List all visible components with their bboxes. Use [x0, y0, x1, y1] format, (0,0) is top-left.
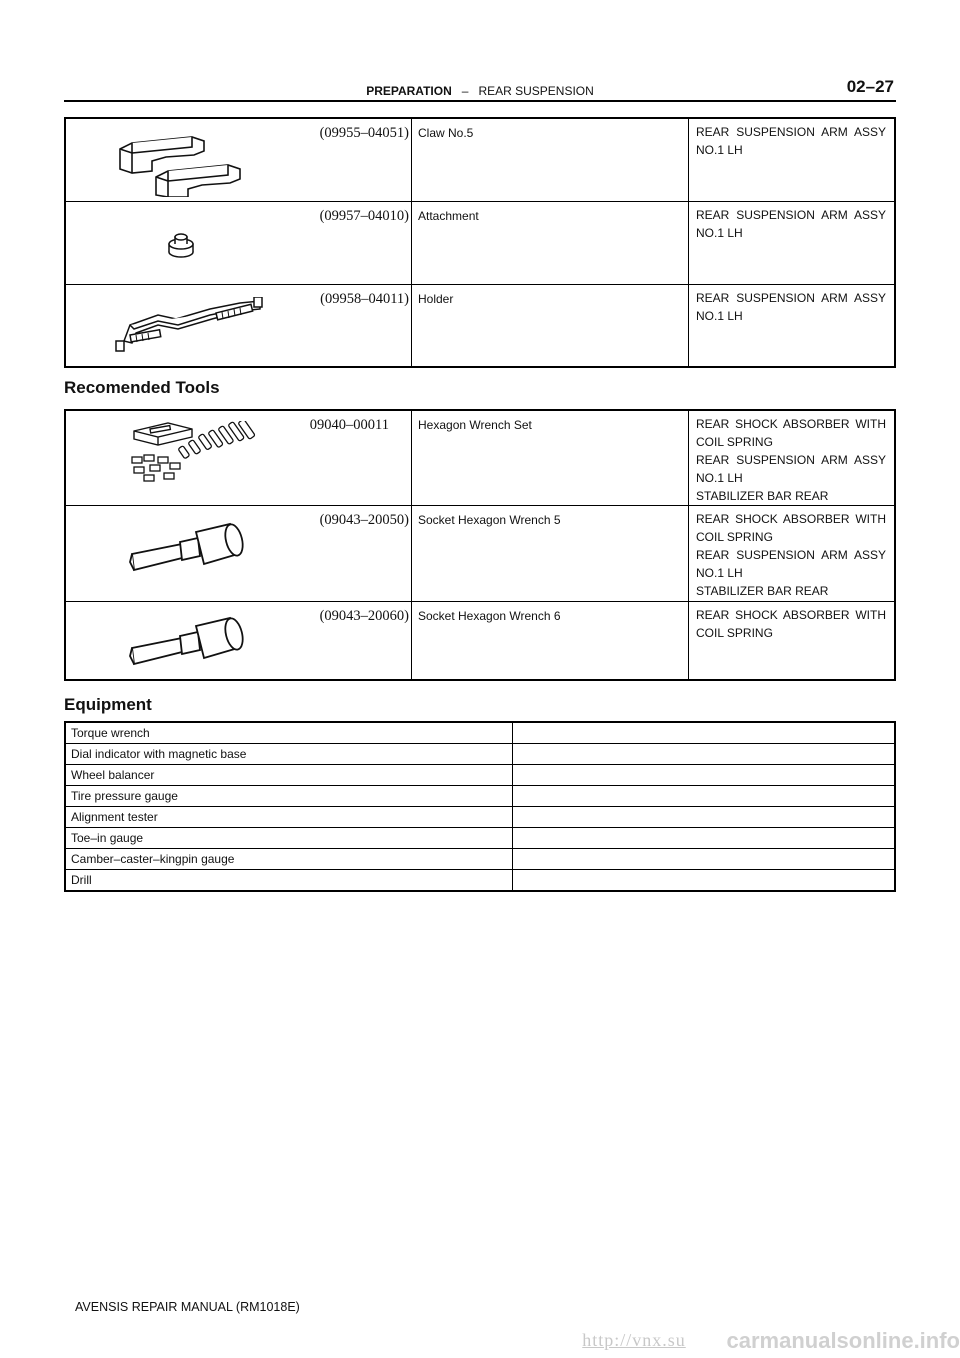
manual-footer: AVENSIS REPAIR MANUAL (RM1018E) [75, 1300, 300, 1314]
claw-tool-icon [116, 133, 246, 197]
use-line: STABILIZER BAR REAR [696, 489, 829, 503]
table-row [65, 786, 895, 807]
table-row [65, 722, 895, 744]
use-line: COIL SPRING [696, 435, 773, 449]
attachment-tool-icon [166, 232, 196, 260]
table-row [65, 807, 895, 828]
use-line: REAR SHOCK ABSORBER WITH [696, 608, 886, 622]
equipment-note [513, 765, 896, 786]
use-line: STABILIZER BAR REAR [696, 584, 829, 598]
use-line: NO.1 LH [696, 308, 743, 323]
equipment-item: Tire pressure gauge [65, 786, 513, 807]
table-row [65, 201, 895, 284]
equipment-item: Toe–in gauge [65, 828, 513, 849]
equipment-note [513, 744, 896, 765]
tool-name: Hexagon Wrench Set [412, 410, 689, 506]
part-number: (09958–04011) [320, 290, 409, 307]
equipment-note [513, 807, 896, 828]
tool-name: Holder [412, 284, 689, 367]
use-line: COIL SPRING [696, 626, 773, 640]
table-row [65, 410, 895, 506]
part-number: (09043–20050) [319, 512, 409, 528]
use-line: NO.1 LH [696, 225, 743, 240]
tool-image-cell [65, 284, 412, 367]
table-row [65, 744, 895, 765]
socket-hex-wrench-icon [126, 520, 246, 576]
part-number: 09040–00011 [309, 417, 389, 433]
watermark-link[interactable]: http://vnx.su [582, 1330, 686, 1350]
recommended-tools-table [64, 409, 896, 681]
holder-tool-icon [110, 297, 270, 357]
page-number: 02–27 [846, 77, 894, 96]
equipment-note [513, 870, 896, 892]
tool-image-cell [65, 410, 412, 506]
site-watermark: carmanualsonline.info [726, 1328, 960, 1353]
table-row [65, 765, 895, 786]
use-line: COIL SPRING [696, 530, 773, 544]
use-line: REAR SUSPENSION ARM ASSY [696, 290, 886, 305]
equipment-note [513, 849, 896, 870]
tool-name: Claw No.5 [412, 118, 689, 201]
tool-use [689, 602, 896, 680]
use-line: REAR SHOCK ABSORBER WITH [696, 512, 886, 526]
use-line: REAR SUSPENSION ARM ASSY [696, 125, 886, 139]
use-line: REAR SUSPENSION ARM ASSY [696, 548, 886, 562]
use-line: REAR SUSPENSION ARM ASSY [696, 453, 886, 467]
tool-image-cell [65, 602, 412, 680]
equipment-note [513, 828, 896, 849]
table-row [65, 602, 895, 680]
sst-table [64, 117, 896, 368]
tool-name: Socket Hexagon Wrench 6 [412, 602, 689, 680]
equipment-item: Wheel balancer [65, 765, 513, 786]
equipment-note [513, 722, 896, 744]
equipment-item: Dial indicator with magnetic base [65, 744, 513, 765]
tool-use [689, 201, 896, 284]
equipment-table [64, 721, 896, 892]
use-line: REAR SHOCK ABSORBER WITH [696, 417, 886, 431]
use-line: NO.1 LH [696, 566, 743, 580]
part-number: (09043–20060) [319, 608, 409, 624]
table-row [65, 284, 895, 367]
equipment-item: Camber–caster–kingpin gauge [65, 849, 513, 870]
tool-use [689, 284, 896, 367]
use-line: REAR SUSPENSION ARM ASSY [696, 207, 886, 222]
table-row [65, 849, 895, 870]
tool-name: Socket Hexagon Wrench 5 [412, 506, 689, 602]
tool-image-cell [65, 201, 412, 284]
section-separator: – [461, 84, 469, 98]
tool-image-cell [65, 506, 412, 602]
table-row [65, 118, 895, 201]
tool-use [689, 410, 896, 506]
hex-wrench-set-icon [128, 421, 258, 487]
use-line: NO.1 LH [696, 143, 743, 157]
tool-use [689, 118, 896, 201]
recommended-tools-heading: Recomended Tools [64, 378, 220, 397]
socket-hex-wrench-icon [126, 614, 246, 670]
equipment-item: Alignment tester [65, 807, 513, 828]
table-row [65, 828, 895, 849]
part-number: (09955–04051) [319, 125, 409, 141]
section-title [64, 84, 896, 98]
equipment-heading: Equipment [64, 695, 152, 714]
table-row [65, 506, 895, 602]
tool-name: Attachment [412, 201, 689, 284]
use-line: NO.1 LH [696, 471, 743, 485]
subsection-name: REAR SUSPENSION [478, 84, 594, 98]
section-name: PREPARATION [366, 84, 452, 98]
tool-image-cell [65, 118, 412, 201]
equipment-note [513, 786, 896, 807]
page-header [64, 64, 896, 102]
equipment-item: Torque wrench [65, 722, 513, 744]
table-row [65, 870, 895, 892]
equipment-item: Drill [65, 870, 513, 892]
part-number: (09957–04010) [319, 207, 409, 224]
tool-use [689, 506, 896, 602]
